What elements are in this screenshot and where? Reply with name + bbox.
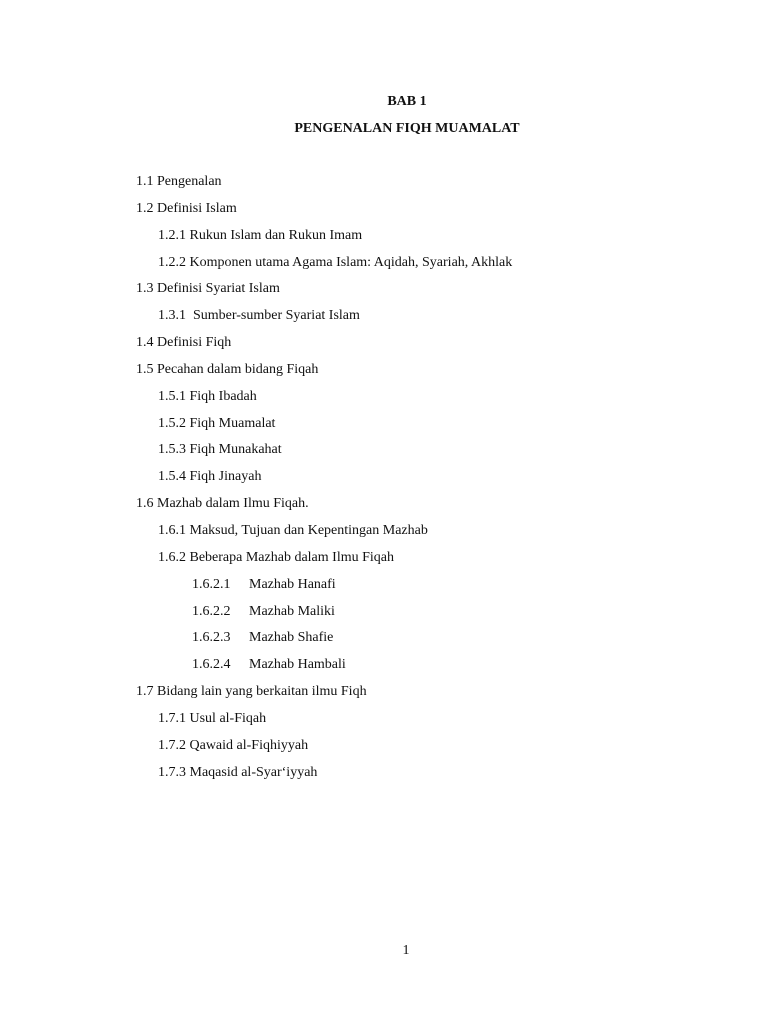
toc-entry [0, 738, 768, 765]
toc-entry-text: 1.3.1 Sumber-sumber Syariat Islam [158, 308, 360, 324]
toc-entry [0, 228, 768, 255]
toc-entry-text: 1.7.1 Usul al-Fiqah [158, 710, 267, 726]
toc-entry [0, 711, 768, 738]
chapter-label: BAB 1 [387, 94, 427, 109]
toc-entry-text: 1.5.4 Fiqh Jinayah [158, 469, 262, 485]
table-of-contents [0, 174, 768, 791]
toc-entry-text: 1.7.2 Qawaid al-Fiqhiyyah [158, 737, 309, 753]
toc-entry-text: Mazhab Hambali [249, 657, 346, 673]
toc-entry-text: Mazhab Shafie [249, 630, 334, 646]
toc-entry [0, 308, 768, 335]
toc-entry-number: 1.6.2.1 [192, 576, 231, 592]
toc-entry [0, 416, 768, 443]
toc-entry-text: 1.6.2 Beberapa Mazhab dalam Ilmu Fiqah [158, 549, 394, 565]
toc-entry-number: 1.6.2.2 [192, 603, 231, 619]
toc-entry-number: 1.6.2.3 [192, 630, 231, 646]
toc-entry [0, 684, 768, 711]
toc-entry-text: 1.7.3 Maqasid al-Syar‘iyyah [158, 764, 318, 780]
toc-entry-text: 1.5.2 Fiqh Muamalat [158, 415, 276, 431]
toc-entry-text: 1.7 Bidang lain yang berkaitan ilmu Fiqh [136, 684, 367, 700]
toc-entry [0, 496, 768, 523]
toc-entry [0, 389, 768, 416]
toc-entry-text: Mazhab Hanafi [249, 576, 336, 592]
toc-entry [0, 442, 768, 469]
toc-entry-text: 1.3 Definisi Syariat Islam [136, 281, 280, 297]
toc-entry-text: 1.2 Definisi Islam [136, 200, 237, 216]
page-number: 1 [402, 943, 410, 958]
chapter-title: PENGENALAN FIQH MUAMALAT [294, 121, 520, 136]
toc-entry-text: 1.5.1 Fiqh Ibadah [158, 388, 257, 404]
toc-entry [0, 281, 768, 308]
toc-entry [0, 765, 768, 792]
toc-entry-text: 1.2.1 Rukun Islam dan Rukun Imam [158, 227, 363, 243]
toc-entry [0, 335, 768, 362]
toc-entry-text: 1.5.3 Fiqh Munakahat [158, 442, 282, 458]
toc-entry [0, 550, 768, 577]
toc-entry-number: 1.6.2.4 [192, 657, 231, 673]
toc-entry-text: 1.6 Mazhab dalam Ilmu Fiqah. [136, 496, 309, 512]
toc-entry [0, 469, 768, 496]
toc-entry [0, 630, 768, 657]
toc-entry-text: 1.2.2 Komponen utama Agama Islam: Aqidah, Syariah, Akhlak [158, 254, 513, 270]
toc-entry [0, 174, 768, 201]
toc-entry [0, 604, 768, 631]
toc-entry [0, 523, 768, 550]
toc-entry-text: 1.6.1 Maksud, Tujuan dan Kepentingan Mazhab [158, 522, 428, 538]
toc-entry [0, 577, 768, 604]
toc-entry-text: Mazhab Maliki [249, 603, 335, 619]
toc-entry [0, 657, 768, 684]
toc-entry [0, 201, 768, 228]
toc-entry-text: 1.1 Pengenalan [136, 174, 222, 189]
toc-entry [0, 255, 768, 282]
toc-entry [0, 362, 768, 389]
toc-entry-text: 1.4 Definisi Fiqh [136, 335, 232, 351]
toc-entry-text: 1.5 Pecahan dalam bidang Fiqah [136, 361, 319, 377]
